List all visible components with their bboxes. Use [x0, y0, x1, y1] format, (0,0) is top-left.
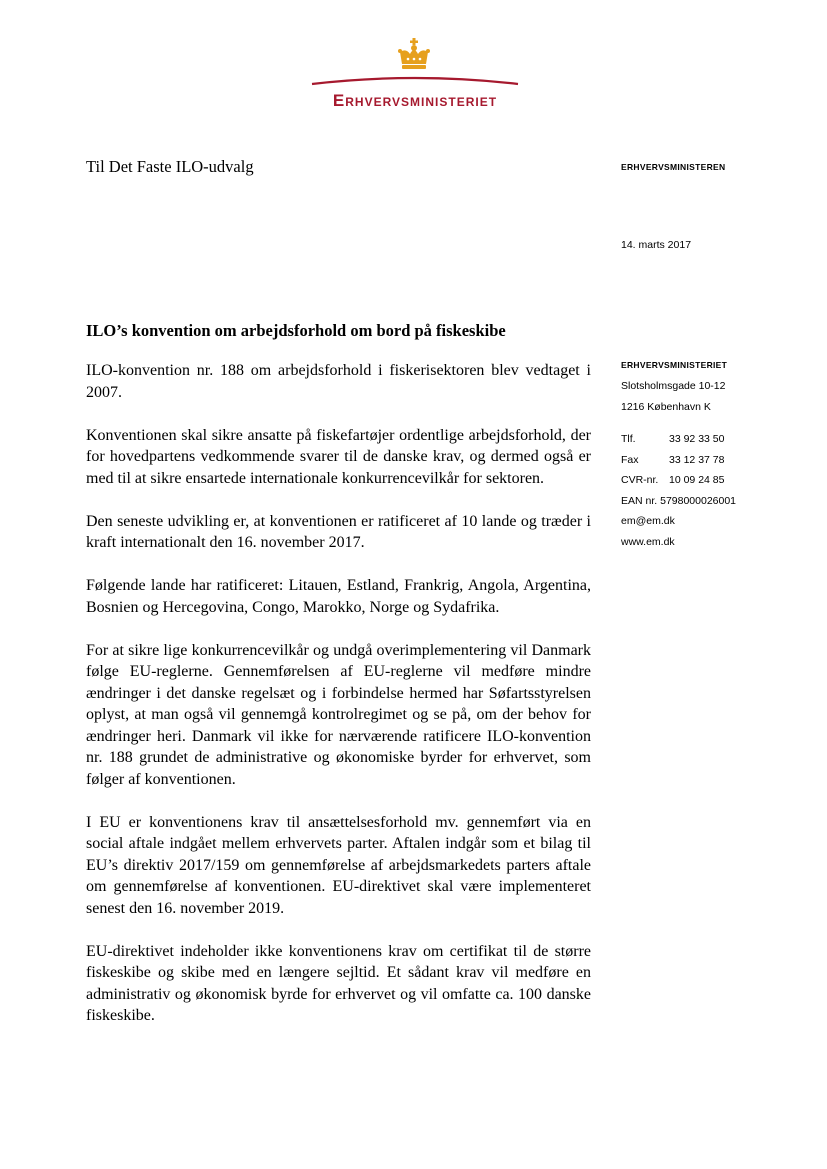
paragraph: Den seneste udvikling er, at konventionen er ratificeret af 10 lande og træder i kraft internationalt den 16. november 2017.: [86, 512, 591, 551]
letter-date: 14. marts 2017: [621, 239, 692, 251]
paragraph: Følgende lande har ratificeret: Litauen, Estland, Frankrig, Angola, Argentina, Bosnien og Hercegovina, Congo, Marokko, Norge og Sydafrika.: [86, 577, 591, 616]
sidebar-web-link[interactable]: www.em.dk: [621, 535, 675, 548]
sidebar-org: ERHVERVSMINISTERIET: [621, 360, 728, 370]
paragraph: Konventionen skal sikre ansatte på fiskefartøjer ordentlige arbejdsforhold, der for hovedpartens vedkommende svarer til de danske krav, og dermed også er med til at sikre ensartede internationale konkurrencevilkår for sektoren.: [86, 426, 591, 487]
paragraph: I EU er konventionens krav til ansættelsesforhold mv. gennemført via en social aftale indgået mellem erhvervets parter. Aftalen indgår som et bilag til EU’s direktiv 2017/159 om gennemførelse af arbejdsmarkedets parters aftale om gennemførelse af konventionen. EU-direktivet skal være implementeret senest den 16. november 2019.: [86, 813, 591, 917]
letter-body: [86, 360, 591, 1048]
contact-sidebar: [621, 358, 791, 552]
sidebar-phone: [621, 429, 791, 450]
cvr-value: 10 09 24 85: [669, 474, 725, 486]
paragraph: ILO-konvention nr. 188 om arbejdsforhold i fiskerisektoren blev vedtaget i 2007.: [86, 362, 591, 401]
fax-label: Fax: [621, 453, 639, 466]
paragraph: For at sikre lige konkurrencevilkår og undgå overimplementering vil Danmark følge EU-reglerne. Gennemførelsen af EU-reglerne vil medføre mindre ændringer i det danske regelsæt og i forbindelse hermed har Søfartsstyrelsen oplyst, at man også vil gennemgå kontrolregimet og se på, om der behov for ændringer heri. Danmark vil ikke for nærværende ratificere ILO-konvention nr. 188 grundet de administrative og økonomiske byrder for erhvervet, som følger af konventionen.: [86, 641, 591, 788]
sidebar-street: Slotsholmsgade 10-12: [621, 380, 726, 392]
sidebar-city: 1216 København K: [621, 400, 711, 413]
sidebar-email-link[interactable]: em@em.dk: [621, 515, 675, 527]
crown-icon: [396, 38, 432, 74]
letter-title: ILO’s konvention om arbejdsforhold om bord på fiskeskibe: [86, 321, 506, 340]
phone-value: 33 92 33 50: [669, 433, 725, 445]
recipient: Til Det Faste ILO-udvalg: [86, 157, 254, 176]
cvr-label: CVR-nr.: [621, 474, 659, 486]
sidebar-ean: EAN nr. 5798000026001: [621, 494, 737, 507]
paragraph: EU-direktivet indeholder ikke konventionens krav om certifikat til de større fiskeskibe og skibe med en længere sejltid. Et sådant krav vil medføre en administrativ og økonomisk byrde for erhvervet og vil omfatte ca. 100 danske fiskeskibe.: [86, 942, 591, 1024]
logo-text: Erhvervsministeriet: [332, 91, 498, 110]
sidebar-fax: [621, 450, 791, 471]
ministry-logo: [300, 38, 530, 113]
sender-label: ERHVERVSMINISTEREN: [621, 162, 726, 172]
phone-label: Tlf.: [621, 433, 636, 445]
sidebar-cvr: [621, 470, 791, 491]
fax-value: 33 12 37 78: [669, 453, 725, 466]
